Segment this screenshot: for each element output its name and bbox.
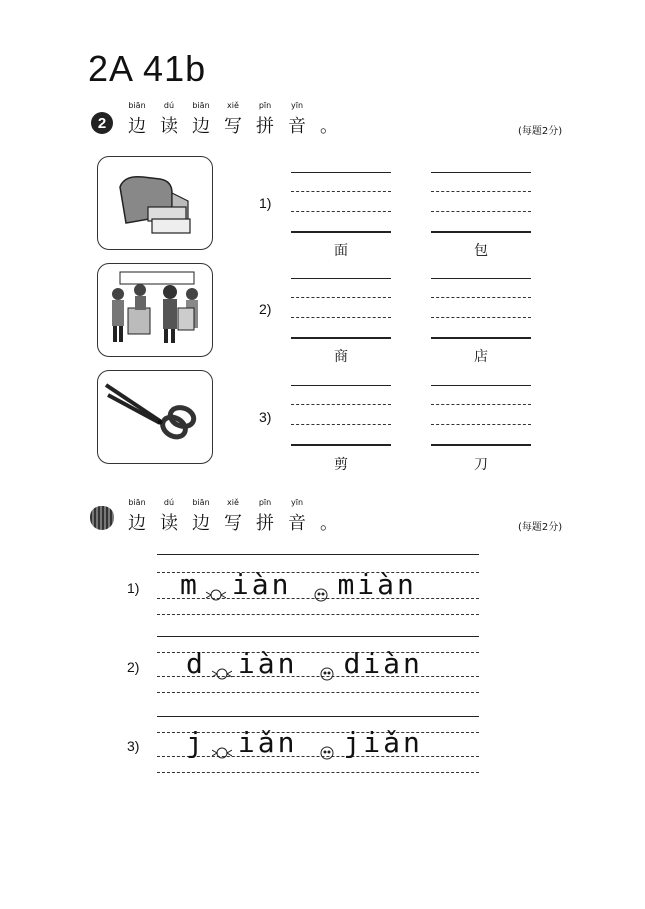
section2-instruction: [121, 498, 345, 535]
section1-marks: (每题2分): [518, 126, 563, 137]
question-number: 3): [127, 738, 140, 754]
hanzi-label: 音: [288, 116, 306, 137]
hanzi-label: 拼: [256, 116, 274, 137]
result-syllable: miàn: [337, 568, 417, 601]
hanzi-label: 边: [192, 116, 210, 137]
instruction-syllable: [153, 101, 185, 138]
hanzi-label: 读: [160, 513, 178, 534]
pinyin-label: biān: [128, 101, 146, 110]
instruction-syllable: [281, 498, 313, 535]
instruction-syllable: [281, 101, 313, 138]
bird-icon: [212, 737, 232, 751]
hanzi-character: 商: [334, 349, 348, 365]
initial-letter: m: [180, 568, 200, 601]
question-number: 2): [259, 301, 272, 317]
hanzi-character: 包: [474, 243, 488, 259]
instruction-syllable: [313, 101, 345, 138]
pinyin-writing-grid[interactable]: [431, 172, 531, 232]
pinyin-label: biān: [192, 498, 210, 507]
pinyin-label: yīn: [290, 498, 304, 507]
pinyin-label: pīn: [258, 101, 272, 110]
pinyin-label: dú: [163, 101, 175, 110]
instruction-syllable: [249, 498, 281, 535]
pinyin-label: biān: [192, 101, 210, 110]
hanzi-label: 拼: [256, 513, 274, 534]
shop-image: [97, 263, 213, 357]
hanzi-character: 店: [474, 349, 488, 365]
pinyin-combination-row: [186, 726, 423, 759]
pinyin-writing-grid[interactable]: [431, 278, 531, 338]
bird-icon: [212, 658, 232, 672]
hanzi-label: 写: [224, 116, 242, 137]
pinyin-label: dú: [163, 498, 175, 507]
writing-line: [157, 692, 479, 693]
rime: iàn: [237, 647, 298, 680]
instruction-syllable: [217, 101, 249, 138]
owl-icon: [311, 579, 331, 593]
rime: iǎn: [237, 726, 298, 759]
section-number-badge: 2: [91, 112, 113, 134]
question-number: 1): [259, 195, 272, 211]
question-number: 2): [127, 659, 140, 675]
hanzi-label: 音: [288, 513, 306, 534]
pinyin-label: [313, 101, 345, 112]
instruction-syllable: [185, 498, 217, 535]
rime: iàn: [231, 568, 292, 601]
instruction-syllable: [153, 498, 185, 535]
owl-icon: [317, 658, 337, 672]
instruction-syllable: [185, 101, 217, 138]
section1-instruction: [121, 101, 345, 138]
writing-line: [157, 554, 479, 555]
hanzi-label: 写: [224, 513, 242, 534]
pinyin-label: biān: [128, 498, 146, 507]
initial-letter: j: [186, 726, 206, 759]
pinyin-label: pīn: [258, 498, 272, 507]
writing-line: [157, 772, 479, 773]
pinyin-writing-grid[interactable]: [291, 172, 391, 232]
hanzi-character: 剪: [334, 457, 348, 473]
hanzi-label: 边: [192, 513, 210, 534]
scissors-image: [97, 370, 213, 464]
instruction-syllable: [249, 101, 281, 138]
result-syllable: diàn: [343, 647, 423, 680]
bread-image: [97, 156, 213, 250]
pinyin-label: [313, 498, 345, 509]
result-syllable: jiǎn: [343, 726, 423, 759]
owl-icon: [317, 737, 337, 751]
hanzi-label: 边: [128, 513, 146, 534]
bird-icon: [206, 579, 226, 593]
pinyin-writing-grid[interactable]: [431, 385, 531, 445]
instruction-syllable: [313, 498, 345, 535]
hanzi-label: 。: [320, 116, 338, 137]
pinyin-writing-grid[interactable]: [291, 278, 391, 338]
instruction-syllable: [121, 498, 153, 535]
writing-line: [157, 716, 479, 717]
initial-letter: d: [186, 647, 206, 680]
hanzi-label: 读: [160, 116, 178, 137]
pinyin-writing-grid[interactable]: [291, 385, 391, 445]
question-number: 3): [259, 409, 272, 425]
hanzi-label: 边: [128, 116, 146, 137]
pinyin-label: xiě: [227, 498, 239, 507]
writing-line: [157, 614, 479, 615]
section2-marks: (每题2分): [518, 522, 563, 533]
pinyin-label: yīn: [290, 101, 304, 110]
hanzi-character: 刀: [474, 457, 488, 473]
pinyin-combination-row: [180, 568, 417, 601]
instruction-syllable: [217, 498, 249, 535]
instruction-syllable: [121, 101, 153, 138]
writing-line: [157, 636, 479, 637]
apple-icon: [90, 506, 114, 530]
worksheet-title: 2A 41b: [88, 48, 207, 89]
hanzi-label: 。: [320, 513, 338, 534]
hanzi-character: 面: [334, 243, 348, 259]
question-number: 1): [127, 580, 140, 596]
pinyin-label: xiě: [227, 101, 239, 110]
pinyin-combination-row: [186, 647, 423, 680]
